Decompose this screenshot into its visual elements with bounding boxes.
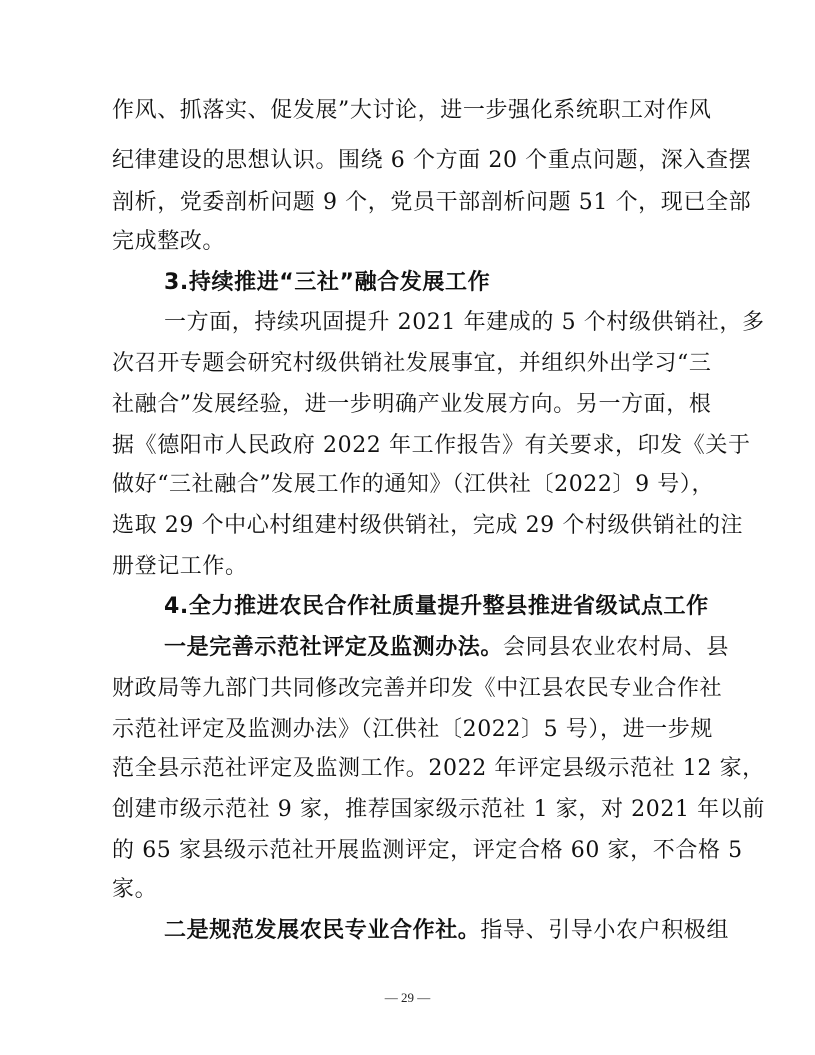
section-heading-3: 3.持续推进“三社”融合发展工作	[164, 270, 491, 295]
paragraph-line: 创建市级示范社 9 家，推荐国家级示范社 1 家，对 2021 年以前	[112, 797, 765, 822]
paragraph-line: 册登记工作。	[112, 554, 248, 579]
paragraph-line: 财政局等九部门共同修改完善并印发《中江县农民专业合作社	[112, 676, 723, 701]
paragraph-line: 完成整改。	[112, 229, 226, 254]
paragraph-line: 据《德阳市人民政府 2022 年工作报告》有关要求，印发《关于	[112, 433, 751, 458]
paragraph-line: 范全县示范社评定及监测工作。2022 年评定县级示范社 12 家，	[112, 756, 765, 781]
paragraph-line: 社融合”发展经验，进一步明确产业发展方向。另一方面，根	[112, 392, 712, 417]
paragraph-line: 剖析，党委剖析问题 9 个，党员干部剖析问题 51 个，现已全部	[112, 190, 752, 215]
paragraph-line: 选取 29 个中心村组建村级供销社，完成 29 个村级供销社的注	[112, 513, 744, 538]
page-number: — 29 —	[384, 990, 431, 1005]
paragraph-line-with-lead	[164, 634, 730, 662]
paragraph-line: 示范社评定及监测办法》（江供社〔2022〕5 号），进一步规	[112, 717, 713, 742]
paragraph-line: 一方面，持续巩固提升 2021 年建成的 5 个村级供销社，多	[164, 310, 765, 335]
bold-lead-sentence: 二是规范发展农民专业合作社。	[164, 918, 481, 943]
paragraph-line: 作风、抓落实、促发展”大讨论，进一步强化系统职工对作风	[112, 98, 712, 123]
section-heading-4: 4.全力推进农民合作社质量提升整县推进省级试点工作	[164, 594, 709, 619]
paragraph-text: 会同县农业农村局、县	[503, 635, 730, 660]
paragraph-line-with-lead	[164, 917, 730, 945]
paragraph-text: 指导、引导小农户积极组	[480, 918, 730, 943]
paragraph-line: 次召开专题会研究村级供销社发展事宜，并组织外出学习“三	[112, 351, 712, 376]
paragraph-line: 的 65 家县级示范社开展监测评定，评定合格 60 家，不合格 5	[112, 838, 743, 863]
paragraph-line: 纪律建设的思想认识。围绕 6 个方面 20 个重点问题，深入查摆	[112, 148, 752, 173]
bold-lead-sentence: 一是完善示范社评定及监测办法。	[164, 635, 504, 660]
paragraph-line: 家。	[112, 877, 158, 902]
paragraph-line: 做好“三社融合”发展工作的通知》（江供社〔2022〕9 号），	[112, 472, 715, 497]
